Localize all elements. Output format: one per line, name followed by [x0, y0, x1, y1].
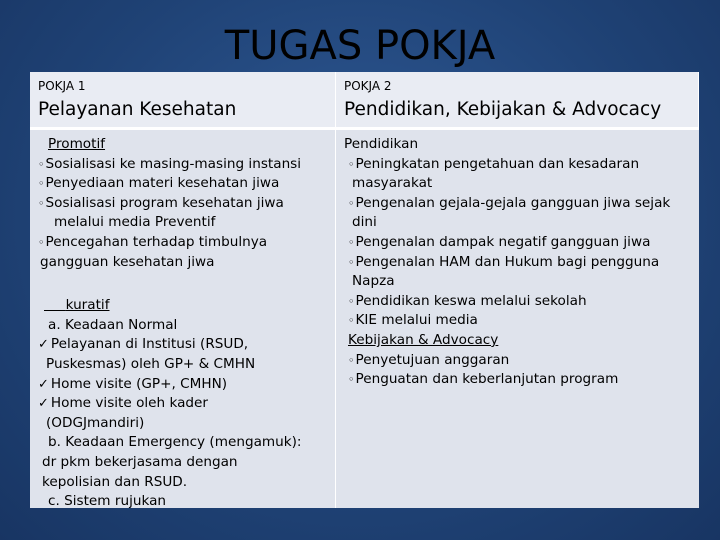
bullet-icon: ◦: [38, 157, 45, 171]
promotif-title: Promotif: [48, 136, 106, 152]
list-item: ◦Penyediaan materi kesehatan jiwa: [38, 175, 280, 192]
kuratif-item: ✓ Home visite (GP+, CMHN): [38, 375, 228, 392]
pokja-table: [30, 72, 699, 508]
list-item-continuation: Napza: [352, 273, 395, 290]
pokja1-body: [30, 130, 336, 508]
pokja1-label: POKJA 1: [38, 79, 86, 93]
list-item-continuation: dini: [352, 214, 377, 231]
bullet-icon: ◦: [38, 196, 45, 210]
bullet-icon: ◦: [348, 235, 355, 249]
checkmark-icon: ✓: [38, 337, 49, 353]
bullet-icon: ◦: [348, 314, 355, 328]
kuratif-line: c. Sistem rujukan: [48, 493, 167, 510]
list-item-continuation: gangguan kesehatan jiwa: [40, 253, 215, 270]
checkmark-icon: ✓: [38, 396, 49, 412]
kuratif-line: b. Keadaan Emergency (mengamuk):: [48, 434, 302, 451]
checkmark-icon: ✓: [38, 376, 49, 392]
list-item: ◦Peningkatan pengetahuan dan kesadaran: [348, 155, 640, 172]
pokja2-heading: Pendidikan, Kebijakan & Advocacy: [344, 99, 662, 120]
kuratif-line: Puskesmas) oleh GP+ & CMHN: [46, 355, 256, 372]
kuratif-line: (ODGJmandiri): [46, 414, 145, 431]
list-item: ◦Pencegahan terhadap timbulnya: [38, 233, 268, 250]
bullet-icon: ◦: [38, 235, 45, 249]
list-item: ◦Sosialisasi ke masing-masing instansi: [38, 155, 302, 172]
list-item: ◦Sosialisasi program kesehatan jiwa: [38, 194, 284, 211]
list-item: ◦KIE melalui media: [348, 312, 478, 329]
list-item: ◦Pendidikan keswa melalui sekolah: [348, 292, 587, 309]
bullet-icon: ◦: [348, 157, 355, 171]
bullet-icon: ◦: [348, 294, 355, 308]
pokja1-heading: Pelayanan Kesehatan: [38, 99, 237, 120]
bullet-icon: ◦: [348, 353, 355, 367]
bullet-icon: ◦: [348, 196, 355, 210]
list-item: ◦Pengenalan gejala-gejala gangguan jiwa sejak: [348, 194, 671, 211]
pokja2-body: [336, 130, 699, 508]
kuratif-title: kuratif: [65, 297, 110, 314]
list-item: ◦Pengenalan HAM dan Hukum bagi pengguna: [348, 253, 660, 270]
list-item: ◦Pengenalan dampak negatif gangguan jiwa: [348, 233, 651, 250]
page-title: TUGAS POKJA: [224, 23, 496, 69]
list-item: ◦Penyetujuan anggaran: [348, 351, 510, 368]
list-item: ◦Penguatan dan keberlanjutan program: [348, 371, 619, 388]
list-item-continuation: masyarakat: [352, 175, 433, 192]
bullet-icon: ◦: [348, 255, 355, 269]
pendidikan-title: Pendidikan: [344, 136, 419, 152]
bullet-icon: ◦: [348, 373, 355, 387]
list-item-continuation: melalui media Preventif: [54, 214, 216, 231]
pokja1-header: [30, 72, 336, 130]
kuratif-line: kepolisian dan RSUD.: [42, 473, 188, 490]
kuratif-line: dr pkm bekerjasama dengan: [42, 453, 238, 470]
pokja2-label: POKJA 2: [344, 79, 392, 93]
kuratif-line: a. Keadaan Normal: [48, 316, 178, 333]
pokja2-header: [336, 72, 699, 130]
kebijakan-title: Kebijakan & Advocacy: [348, 331, 499, 348]
kuratif-item: ✓ Home visite oleh kader: [38, 395, 209, 412]
kuratif-item: ✓ Pelayanan di Institusi (RSUD,: [38, 336, 249, 353]
bullet-icon: ◦: [38, 177, 45, 191]
